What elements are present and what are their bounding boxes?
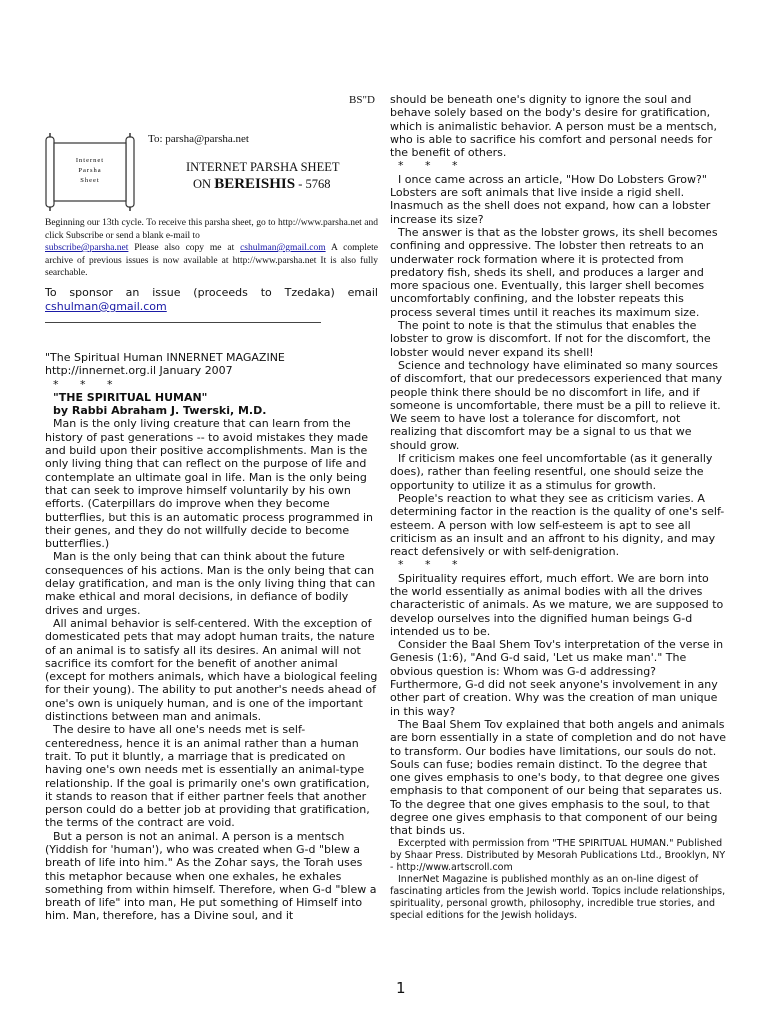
intro-text: Beginning our 13th cycle. To receive this parsha sheet, go to http://www.parsha.net and click Subscribe or send a blank e-mail to bbox=[45, 218, 378, 241]
article-paragraph: should be beneath one's dignity to ignore the soul and behave solely based on the body's desire for gratification, which is animalistic behavior. A person must be a mentsch, who is able to sacrifice his comfort and personal needs for the benefit of others. bbox=[390, 93, 718, 160]
parsha-subtitle bbox=[193, 176, 330, 193]
sheet-title: INTERNET PARSHA SHEET bbox=[186, 160, 340, 174]
page-number: 1 bbox=[396, 979, 406, 997]
section-stars: * * * bbox=[398, 558, 467, 572]
article-paragraph: The point to note is that the stimulus that enables the lobster to grow is discomfort. If not for the discomfort, the lobster would never expand its shell! bbox=[390, 319, 711, 359]
sponsor-email-link[interactable]: cshulman@gmail.com bbox=[45, 300, 167, 313]
logo-text-line: Parsha bbox=[78, 167, 102, 174]
innernet-note: InnerNet Magazine is published monthly as an on-line digest of fascinating articles from the Jewish world. Topics include relationships, spirituality, personal growth, philosophy, incredible true stories, and special editions for the Jewish holidays. bbox=[390, 873, 726, 921]
article-paragraph: All animal behavior is self-centered. With the exception of domesticated pets that may adopt human traits, the nature of an animal is to satisfy all its desires. An animal will not sacrifice its comfort for the benefit of another animal (except for mothers animals, which have a biological feeling for their young). The ability to put another's needs ahead of one's own is uniquely human, and is one of the important distinctions between man and animals. bbox=[45, 616, 378, 724]
logo-text-line: Internet bbox=[75, 157, 105, 164]
sponsor-word: (proceeds bbox=[193, 286, 248, 299]
article-title: "THE SPIRITUAL HUMAN" bbox=[53, 390, 208, 404]
cshulman-email-link[interactable]: cshulman@gmail.com bbox=[240, 243, 326, 253]
article-paragraph: The answer is that as the lobster grows, its shell becomes confining and oppressive. The lobster then retreats to an underwater rock formation where it is protected from predatory fish, sheds its shell, and produces a larger and more spacious one. Eventually, this larger shell becomes uncomfortably confining, and the lobster repeats this process several times until it reaches its maximum size. bbox=[390, 225, 718, 319]
article-url-date: http://innernet.org.il January 2007 bbox=[45, 364, 233, 378]
intro-paragraph bbox=[45, 217, 378, 280]
article-right-column bbox=[390, 93, 726, 922]
article-paragraph: Spirituality requires effort, much effort. We are born into the world essentially as animal bodies with all the drives characteristic of animals. As we mature, we are supposed to develop ourselves into the dignified human beings G-d intended us to be. bbox=[390, 571, 724, 638]
section-stars: * * * bbox=[398, 159, 467, 173]
divider bbox=[45, 322, 321, 323]
sponsor-word: to bbox=[260, 286, 272, 299]
article-paragraph: If criticism makes one feel uncomfortable (as it generally does), rather than feeling resentful, one should seize the opportunity to utilize it as a stimulus for growth. bbox=[390, 452, 713, 492]
article-credit: Excerpted with permission from "THE SPIRITUAL HUMAN." Published by Shaar Press. Distributed by Mesorah Publications Ltd., Brooklyn, NY - http://www.artscroll.com bbox=[390, 837, 726, 873]
article-paragraph: Man is the only living creature that can learn from the history of past generations -- to avoid mistakes they made and build upon their positive accomplishments. Man is the only living thing that can reflect on the purpose of life and contemplate an ultimate goal in life. Man is the only being that can seek to improve himself voluntarily by his own efforts. (Caterpillars do improve when they become butterflies, but this is an automatic process programmed in their genes, and they do not willfully decide to become butterflies.) bbox=[45, 417, 374, 551]
article-left-column bbox=[45, 351, 378, 923]
article-paragraph: I once came across an article, "How Do Lobsters Grow?" Lobsters are soft animals that live inside a rigid shell. Inasmuch as the shell does not expand, how can a lobster increase its size? bbox=[390, 172, 711, 226]
subscribe-email-link[interactable]: subscribe@parsha.net bbox=[45, 243, 129, 253]
sponsor-word: To bbox=[45, 286, 57, 299]
parsha-scroll-logo bbox=[44, 133, 136, 211]
on-label: ON bbox=[193, 177, 212, 191]
article-paragraph: Consider the Baal Shem Tov's interpretation of the verse in Genesis (1:6), "And G-d said, 'Let us make man'." The obvious question is: Whom was G-d addressing? Furthermore, G-d did not seek anyone's involvement in any other part of creation. Why was the creation of man unique in this way? bbox=[390, 638, 724, 718]
sponsor-word: email bbox=[347, 286, 378, 299]
intro-text: A complete archive of previous issues is now available at http://www.parsha.net It is also fully searchable. bbox=[45, 243, 378, 278]
to-line: To: parsha@parsha.net bbox=[148, 133, 249, 145]
article-paragraph: The desire to have all one's needs met is self-centeredness, hence it is an animal rather than a human trait. To put it bluntly, a marriage that is predicated on having one's own needs met is essentially an animal-type relationship. If the goal is primarily one's own gratification, it stands to reason that if either partner feels that another person could do a better job at providing that gratification, the terms of the contract are void. bbox=[45, 723, 370, 830]
article-paragraph: Man is the only being that can think about the future consequences of his actions. Man is the only being that can delay gratification, and man is the only living thing that can make ethical and moral decisions, in defiance of bodily drives and urges. bbox=[45, 550, 376, 617]
sponsor-word: Tzedaka) bbox=[284, 286, 335, 299]
article-paragraph: Science and technology have eliminated so many sources of discomfort, that our predecessors experienced that many people think there should be no discomfort in life, and if someone is uncomfortable, there must be a pill to relieve it. We seem to have lost a tolerance for discomfort, not realizing that discomfort may be a signal to us that we should grow. bbox=[390, 358, 723, 452]
sponsor-notice bbox=[45, 286, 378, 314]
article-paragraph: People's reaction to what they see as criticism varies. A determining factor in the reaction is the quality of one's self-esteem. A person with low self-esteem is apt to see all criticism as an insult and an affront to his dignity, and may react defensively or with self-denigration. bbox=[390, 491, 725, 559]
intro-text: Please also copy me at bbox=[128, 243, 241, 253]
sponsor-word: issue bbox=[152, 286, 181, 299]
article-source: "The Spiritual Human INNERNET MAGAZINE bbox=[45, 351, 285, 364]
sponsor-word: an bbox=[125, 286, 140, 299]
section-stars: * * * bbox=[53, 377, 122, 391]
article-paragraph: The Baal Shem Tov explained that both angels and animals are born essentially in a state of completion and do not have to transform. Our bodies have limitations, our souls do not. Souls can fuse; bodies remain distinct. To the degree that one gives emphasis to one's body, to that degree one gives emphasis to that component of our being that separates us. To the degree that one gives emphasis to the soul, to that degree one gives emphasis to that component of our being that binds us. bbox=[390, 717, 726, 838]
logo-text-line: Sheet bbox=[80, 177, 100, 184]
parsha-name: BEREISHIS bbox=[214, 176, 296, 192]
sponsor-word: sponsor bbox=[69, 286, 113, 299]
article-paragraph: But a person is not an animal. A person is a mentsch (Yiddish for 'human'), who was created when G-d "blew a breath of life into him." As the Zohar says, the Torah uses this metaphor because when one exhales, he exhales something from within himself. Therefore, when G-d "blew a breath of life" into man, He put something of Himself into him. Man, therefore, has a Divine soul, and it bbox=[45, 829, 377, 923]
year: - 5768 bbox=[298, 177, 331, 191]
article-byline: by Rabbi Abraham J. Twerski, M.D. bbox=[53, 404, 267, 418]
bsd-header: BS"D bbox=[349, 94, 375, 106]
